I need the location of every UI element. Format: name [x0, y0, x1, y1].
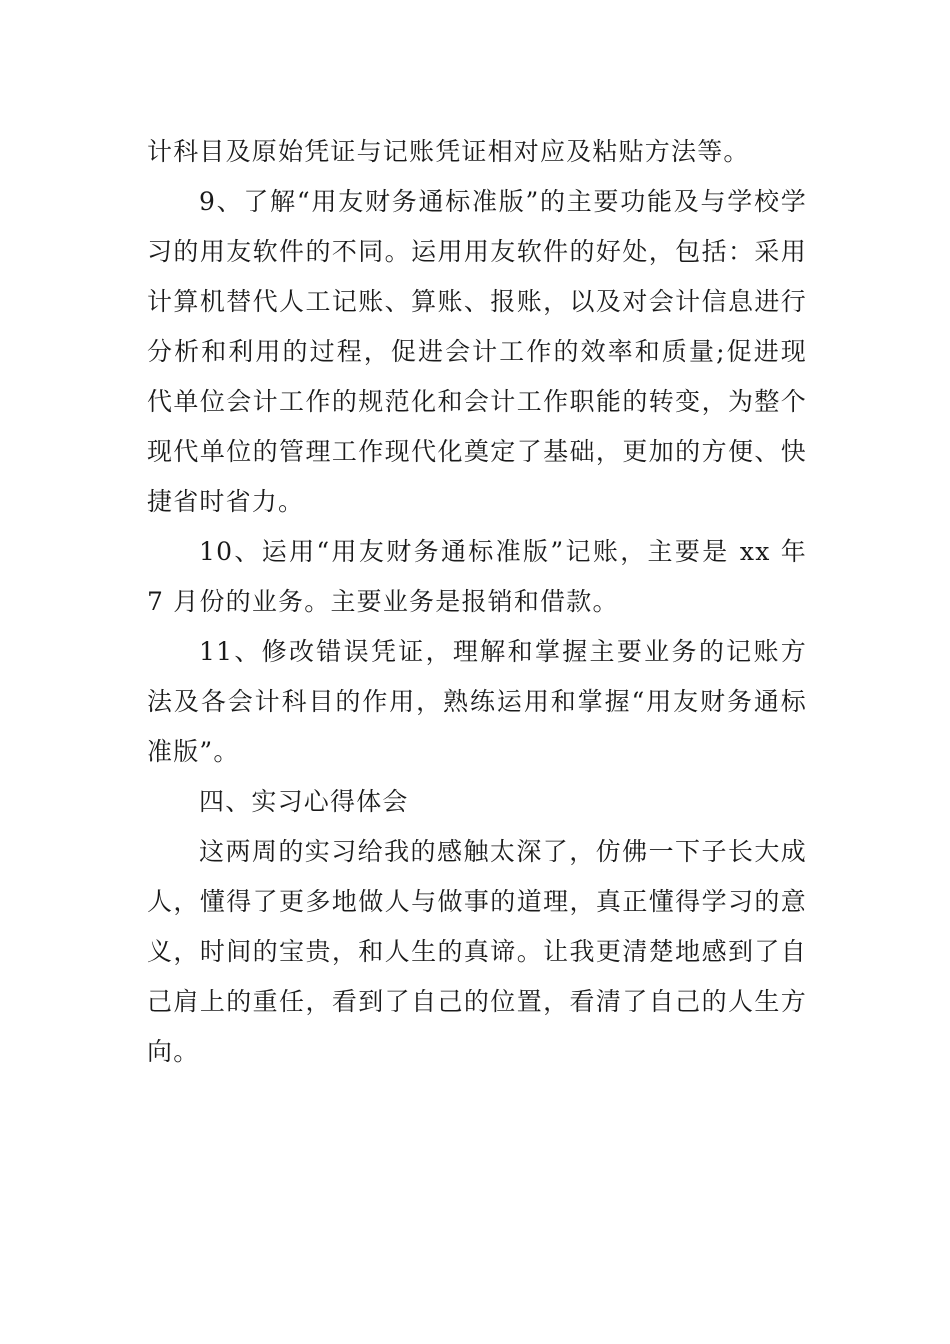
document-body [147, 127, 807, 1077]
paragraph-item-11: 11、修改错误凭证，理解和掌握主要业务的记账方法及各会计科目的作用，熟练运用和掌握“用友财务通标准版”。 [147, 637, 807, 766]
paragraph-item-10: 10、运用“用友财务通标准版”记账，主要是 xx 年 7 月份的业务。主要业务是报销和借款。 [147, 537, 807, 616]
section-heading: 四、实习心得体会 [199, 787, 409, 816]
paragraph-item-9: 9、了解“用友财务通标准版”的主要功能及与学校学习的用友软件的不同。运用用友软件的好处，包括：采用计算机替代人工记账、算账、报账，以及对会计信息进行分析和利用的过程，促进会计工作的效率和质量;促进现代单位会计工作的规范化和会计工作职能的转变，为整个现代单位的管理工作现代化奠定了基础，更加的方便、快捷省时省力。 [147, 187, 807, 516]
paragraph-reflection: 这两周的实习给我的感触太深了，仿佛一下子长大成人，懂得了更多地做人与做事的道理，真正懂得学习的意义，时间的宝贵，和人生的真谛。让我更清楚地感到了自己肩上的重任，看到了自己的位置，看清了自己的人生方向。 [147, 837, 807, 1066]
paragraph-continuation: 计科目及原始凭证与记账凭证相对应及粘贴方法等。 [147, 137, 750, 166]
